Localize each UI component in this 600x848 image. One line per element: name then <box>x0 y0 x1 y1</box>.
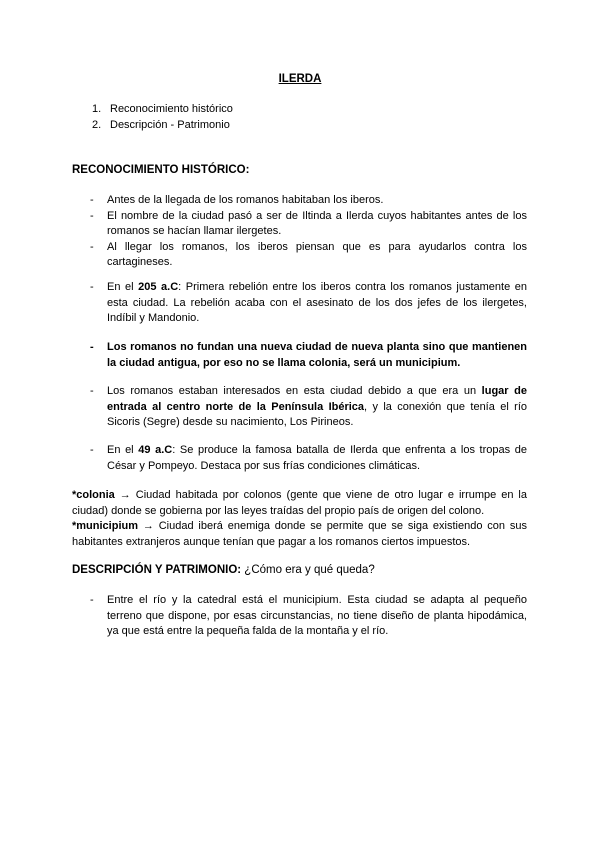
bullet-item <box>72 193 527 209</box>
note-colonia <box>72 488 527 519</box>
bullet-interest <box>72 384 527 431</box>
bullet-dash: - <box>90 594 94 606</box>
bullet-municipium-bold <box>72 340 527 371</box>
definitions-notes <box>72 488 527 550</box>
bullet-text-pre: En el <box>107 281 139 293</box>
toc-item-text: Reconocimiento histórico <box>110 103 233 115</box>
bullet-dash: - <box>90 240 94 253</box>
toc-item <box>92 101 233 117</box>
bullet-text: Al llegar los romanos, los iberos piensan que es para ayudarlos contra los cartagineses. <box>107 240 527 268</box>
bullet-item <box>72 443 527 474</box>
bullet-text-post: : Se produce la famosa batalla de Ilerda que enfrenta a los tropas de César y Pompeyo. Destaca por sus frías condiciones climáticas. <box>107 444 527 472</box>
bullet-dash: - <box>90 194 94 206</box>
section-heading-text: DESCRIPCIÓN Y PATRIMONIO: <box>72 564 242 576</box>
arrow-icon: → <box>119 489 131 501</box>
bullet-text: Antes de la llegada de los romanos habitaban los iberos. <box>107 194 384 206</box>
bullet-205 <box>72 280 527 327</box>
note-municipium <box>72 519 527 550</box>
bullet-dash: - <box>90 444 94 456</box>
bullet-text-post: , y la conexión que tenía el río Sicoris (Segre) desde su nacimiento, Los Pirineos. <box>107 400 527 428</box>
bullet-dash: - <box>90 341 94 353</box>
bullet-item <box>72 593 527 640</box>
note-text: Ciudad habitada por colonos (gente que viene de otro lugar e irrumpe en la ciudad) donde se gobierna por las leyes traídas del propio país de origen del colono. <box>72 489 527 517</box>
note-term: *municipium <box>72 520 139 532</box>
section-heading-historico: RECONOCIMIENTO HISTÓRICO: <box>72 164 250 176</box>
bullet-item <box>72 340 527 371</box>
bullet-bold-phrase: lugar de entrada al centro norte de la Península Ibérica <box>107 385 527 413</box>
bullet-text: El nombre de la ciudad pasó a ser de Iltinda a Ilerda cuyos habitantes antes de los romanos se hacían llamar ilergetes. <box>107 209 527 237</box>
toc-item-text: Descripción - Patrimonio <box>110 119 230 131</box>
note-term: *colonia <box>72 489 115 501</box>
note-text: Ciudad iberá enemiga donde se permite que se siga existiendo con sus habitantes extranjeros aunque tenían que pagar a los romanos ciertos impuestos. <box>72 520 528 548</box>
bullet-item <box>72 209 527 240</box>
bullet-dash: - <box>90 281 94 293</box>
bullet-text-post: : Primera rebelión entre los iberos contra los romanos justamente en esta ciudad. La rebelión acaba con el asesinato de los dos jefes de los ilergetes, Indíbil y Mandonio. <box>107 281 527 324</box>
bullet-text-pre: Los romanos estaban interesados en esta ciudad debido a que era un <box>107 385 482 397</box>
section-question: ¿Cómo era y qué queda? <box>241 564 375 576</box>
bullet-item <box>72 384 527 431</box>
arrow-icon: → <box>142 520 154 532</box>
bullet-49 <box>72 443 527 474</box>
toc-item-number: 1. <box>92 103 102 115</box>
bullet-descripcion <box>72 593 527 640</box>
bullet-item <box>72 240 527 271</box>
table-of-contents <box>92 101 233 133</box>
toc-item-number: 2. <box>92 119 102 131</box>
bullet-text: Entre el río y la catedral está el municipium. Esta ciudad se adapta al pequeño terreno que dispone, por esas circunstancias, no tiene diseño de planta hipodámica, ya que está entre la pequeña falda de la montaña y el río. <box>107 594 527 637</box>
bullet-date-bold: 49 a.C <box>138 444 173 456</box>
section-heading-descripcion <box>72 564 375 576</box>
bullet-text-pre: En el <box>107 444 139 456</box>
bullet-group-1 <box>72 193 527 271</box>
toc-item <box>92 117 233 133</box>
bullet-date-bold: 205 a.C <box>138 281 179 293</box>
document-title: ILERDA <box>278 73 322 85</box>
bullet-item <box>72 280 527 327</box>
bullet-text: Los romanos no fundan una nueva ciudad de nueva planta sino que mantienen la ciudad antigua, por eso no se llama colonia, será un municipium. <box>107 341 527 369</box>
bullet-dash: - <box>90 385 94 397</box>
bullet-dash: - <box>90 209 94 222</box>
